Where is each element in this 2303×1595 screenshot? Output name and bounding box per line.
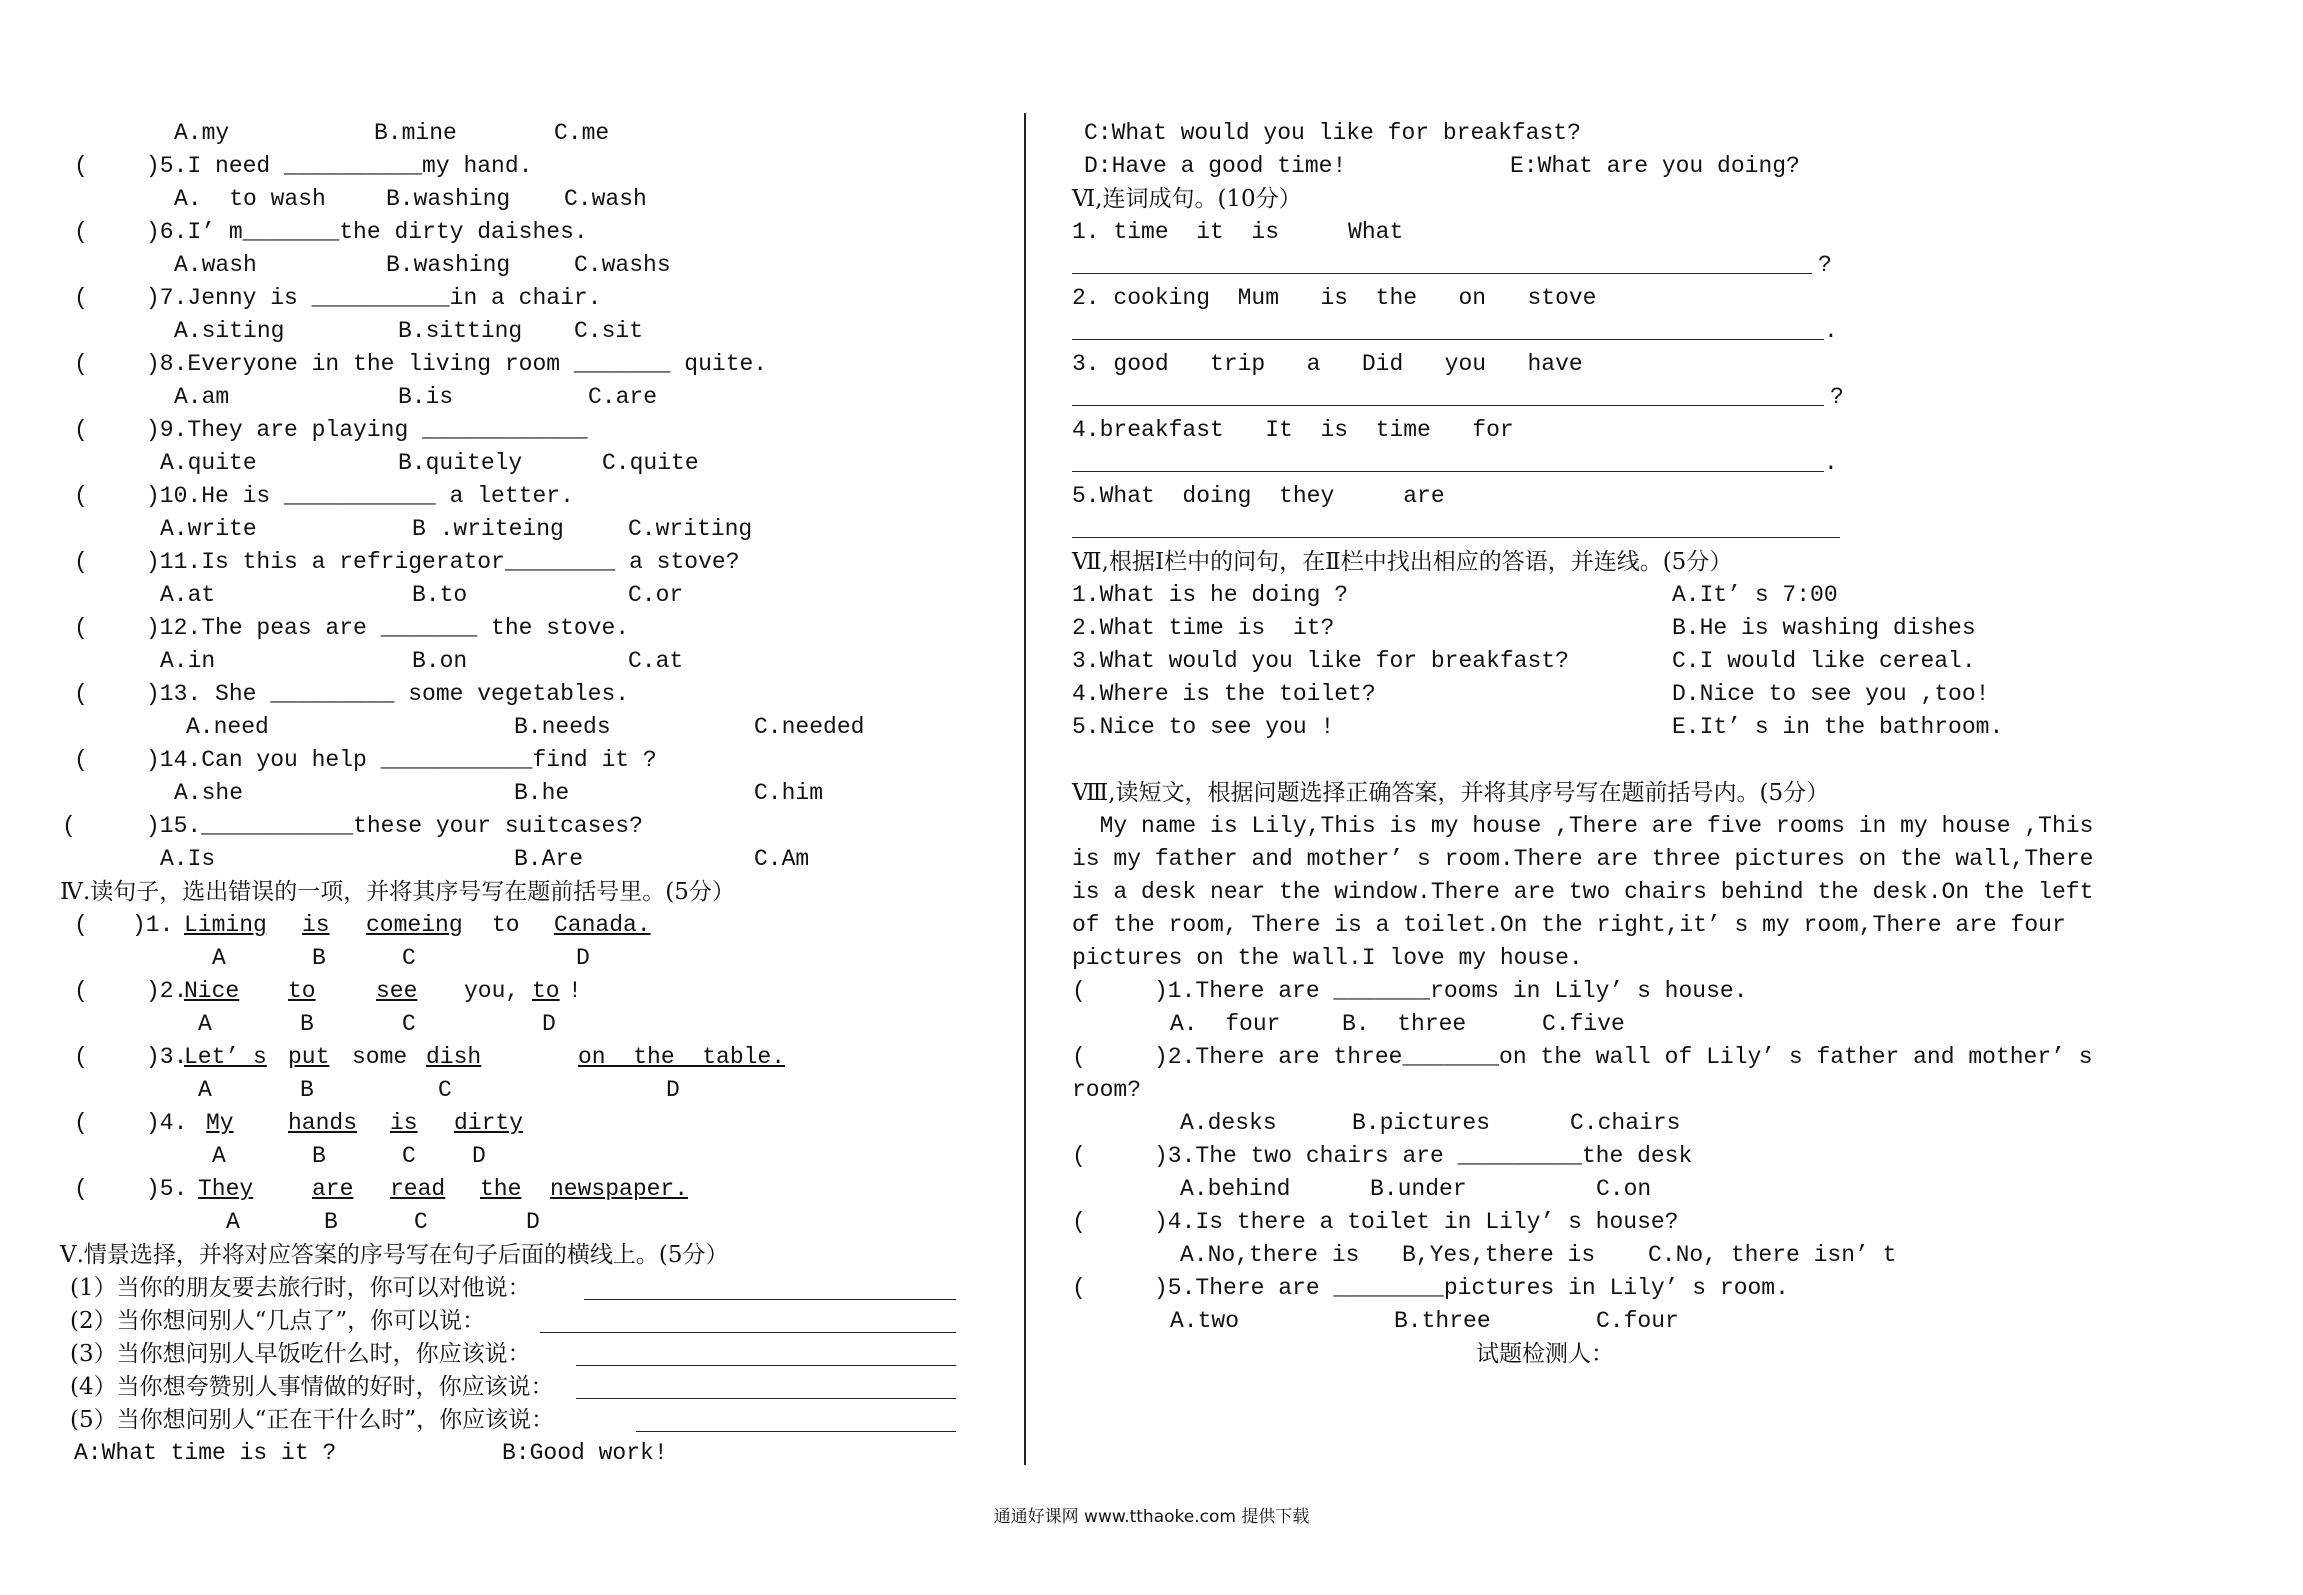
question-number: )4.: [146, 1110, 188, 1136]
question-stem: )9.They are playing ____________: [146, 417, 588, 443]
option-b: B .writeing: [412, 516, 564, 542]
underlined-word: is: [390, 1110, 418, 1136]
letter-label: A: [198, 1077, 212, 1103]
match-answer: A.It’ s 7:00: [1672, 582, 1838, 608]
underlined-word: the: [480, 1176, 522, 1202]
question-stem: )1.There are _______rooms in Lily’ s house.: [1154, 978, 1748, 1004]
letter-label: C: [402, 1143, 416, 1169]
answer-paren: (: [62, 813, 76, 839]
underlined-word: They: [198, 1176, 254, 1202]
answer-paren: (: [1072, 1275, 1086, 1301]
passage-line: My name is Lily,This is my house ,There are five rooms in my house ,This: [1072, 813, 2094, 839]
option-b: B.under: [1370, 1176, 1467, 1202]
option-d: D:Have a good time!: [1084, 153, 1347, 179]
underlined-word: dish: [426, 1044, 482, 1070]
option-a: A.Is: [160, 846, 216, 872]
letter-label: B: [300, 1077, 314, 1103]
underlined-word: hands: [288, 1110, 358, 1136]
option-c: C.or: [628, 582, 684, 608]
underlined-word: My: [206, 1110, 234, 1136]
underlined-word: dirty: [454, 1110, 524, 1136]
option-c: C.him: [754, 780, 824, 806]
question-number: )5.: [146, 1176, 188, 1202]
answer-blank[interactable]: [576, 1398, 956, 1399]
match-question: 3.What would you like for breakfast?: [1072, 648, 1569, 674]
section-title: Ⅵ,连词成句。(10分）: [1072, 186, 1302, 212]
option-c: C.are: [588, 384, 658, 410]
letter-label: A: [212, 945, 226, 971]
underlined-word: see: [376, 978, 418, 1004]
option-a: A. four: [1170, 1011, 1281, 1037]
match-question: 4.Where is the toilet?: [1072, 681, 1376, 707]
answer-line[interactable]: [1072, 405, 1824, 406]
answer-paren: (: [74, 1110, 88, 1136]
match-question: 5.Nice to see you !: [1072, 714, 1335, 740]
option-a: A.am: [174, 384, 230, 410]
answer-blank[interactable]: [584, 1299, 956, 1300]
underlined-word: comeing: [366, 912, 463, 938]
answer-paren: (: [1072, 1143, 1086, 1169]
match-answer: E.It’ s in the bathroom.: [1672, 714, 2004, 740]
scenario-prompt: (5）当你想问别人“正在干什么时”，你应该说：: [70, 1407, 555, 1433]
question-stem: )6.I’ m_______the dirty daishes.: [146, 219, 588, 245]
option-b: B.pictures: [1352, 1110, 1491, 1136]
option-a: A.at: [160, 582, 216, 608]
question-stem: )15.___________these your suitcases?: [146, 813, 643, 839]
option-c: C.on: [1596, 1176, 1652, 1202]
underlined-word: on the table.: [578, 1044, 786, 1070]
question-number: )3.: [146, 1044, 188, 1070]
option-a: A.siting: [174, 318, 285, 344]
letter-label: C: [402, 1011, 416, 1037]
footer-credit: 通通好课网 www.tthaoke.com 提供下载: [993, 1507, 1310, 1527]
scrambled-words: 5.What doing they are: [1072, 483, 1445, 509]
scenario-prompt: (4）当你想夸赞别人事情做的好时，你应该说：: [70, 1374, 554, 1400]
passage-line: of the room, There is a toilet.On the right,it’ s my room,There are four: [1072, 912, 2066, 938]
option-b: B.is: [398, 384, 454, 410]
option-c: C.five: [1542, 1011, 1625, 1037]
option-a: A.write: [160, 516, 257, 542]
end-punct: .: [1824, 450, 1838, 476]
underlined-word: is: [302, 912, 330, 938]
letter-label: B: [312, 945, 326, 971]
checker-label: 试题检测人：: [1476, 1341, 1614, 1367]
column-divider: [1024, 113, 1026, 1465]
question-stem: )14.Can you help ___________find it ?: [146, 747, 657, 773]
option-c: C.wash: [564, 186, 647, 212]
answer-paren: (: [74, 351, 88, 377]
match-answer: C.I would like cereal.: [1672, 648, 1976, 674]
question-stem: )4.Is there a toilet in Lily’ s house?: [1154, 1209, 1679, 1235]
option-a: A.need: [186, 714, 269, 740]
option-c: C.washs: [574, 252, 671, 278]
scrambled-words: 3. good trip a Did you have: [1072, 351, 1583, 377]
question-stem: )7.Jenny is __________in a chair.: [146, 285, 602, 311]
section-title: Ⅷ,读短文，根据问题选择正确答案，并将其序号写在题前括号内。(5分）: [1072, 780, 1830, 806]
underlined-word: to: [288, 978, 316, 1004]
question-stem: )8.Everyone in the living room _______ quite.: [146, 351, 768, 377]
question-stem: )13. She _________ some vegetables.: [146, 681, 630, 707]
option-b: B.he: [514, 780, 570, 806]
answer-paren: (: [1072, 978, 1086, 1004]
answer-blank[interactable]: [636, 1431, 956, 1432]
letter-label: D: [576, 945, 590, 971]
option-a: A.two: [1170, 1308, 1240, 1334]
underlined-word: put: [288, 1044, 330, 1070]
answer-paren: (: [74, 483, 88, 509]
match-answer: B.He is washing dishes: [1672, 615, 1976, 641]
option-a: A.desks: [1180, 1110, 1277, 1136]
option-e: E:What are you doing?: [1510, 153, 1800, 179]
letter-label: D: [526, 1209, 540, 1235]
word: some: [352, 1044, 408, 1070]
option-c: C.at: [628, 648, 684, 674]
option-b: B.mine: [374, 120, 457, 146]
answer-line[interactable]: [1072, 471, 1824, 472]
underlined-word: Let’ s: [184, 1044, 267, 1070]
option-b: B.needs: [514, 714, 611, 740]
question-stem: )3.The two chairs are _________the desk: [1154, 1143, 1693, 1169]
answer-blank[interactable]: [576, 1365, 956, 1366]
answer-paren: (: [1072, 1209, 1086, 1235]
option-a: A. to wash: [174, 186, 326, 212]
letter-label: D: [472, 1143, 486, 1169]
scrambled-words: 1. time it is What: [1072, 219, 1404, 245]
letter-label: A: [198, 1011, 212, 1037]
letter-label: B: [324, 1209, 338, 1235]
question-stem-cont: room?: [1072, 1077, 1142, 1103]
question-stem: )12.The peas are _______ the stove.: [146, 615, 630, 641]
scrambled-words: 2. cooking Mum is the on stove: [1072, 285, 1597, 311]
answer-paren: (: [74, 285, 88, 311]
answer-blank[interactable]: [540, 1332, 956, 1333]
underlined-word: newspaper.: [550, 1176, 689, 1202]
option-b: B.Are: [514, 846, 584, 872]
letter-label: B: [312, 1143, 326, 1169]
answer-paren: (: [74, 1176, 88, 1202]
underlined-word: Liming: [184, 912, 267, 938]
answer-paren: (: [1072, 1044, 1086, 1070]
scenario-prompt: (3）当你想问别人早饭吃什么时，你应该说：: [70, 1341, 531, 1367]
question-stem: )5.I need __________my hand.: [146, 153, 533, 179]
answer-paren: (: [74, 681, 88, 707]
option-c: C.needed: [754, 714, 865, 740]
question-number: )2.: [146, 978, 188, 1004]
option-a: A.my: [174, 120, 230, 146]
question-stem: )10.He is ___________ a letter.: [146, 483, 574, 509]
end-punct: .: [1824, 318, 1838, 344]
answer-paren: (: [74, 549, 88, 575]
answer-paren: (: [74, 747, 88, 773]
underlined-word: Canada.: [554, 912, 651, 938]
underlined-word: to: [532, 978, 560, 1004]
section-title: Ⅴ.情景选择，并将对应答案的序号写在句子后面的横线上。(5分）: [60, 1242, 729, 1268]
word: you,: [464, 978, 520, 1004]
option-b: B.sitting: [398, 318, 523, 344]
scrambled-words: 4.breakfast It is time for: [1072, 417, 1514, 443]
answer-line[interactable]: [1072, 339, 1824, 340]
section-title: Ⅳ.读句子，选出错误的一项，并将其序号写在题前括号里。(5分）: [60, 879, 735, 905]
option-b: B. three: [1342, 1011, 1467, 1037]
option-a: A.behind: [1180, 1176, 1291, 1202]
letter-label: D: [666, 1077, 680, 1103]
answer-paren: (: [74, 1044, 88, 1070]
answer-paren: (: [74, 615, 88, 641]
underlined-word: read: [390, 1176, 446, 1202]
option-b: B.on: [412, 648, 468, 674]
passage-line: is my father and mother’ s room.There are three pictures on the wall,There: [1072, 846, 2094, 872]
option-a: A.wash: [174, 252, 257, 278]
option-b: B.washing: [386, 186, 511, 212]
letter-label: C: [438, 1077, 452, 1103]
option-c: C.sit: [574, 318, 644, 344]
letter-label: C: [402, 945, 416, 971]
question-stem: )11.Is this a refrigerator________ a stove?: [146, 549, 740, 575]
passage-line: pictures on the wall.I love my house.: [1072, 945, 1583, 971]
question-number: )1.: [132, 912, 174, 938]
word: !: [568, 978, 582, 1004]
option-b: B.quitely: [398, 450, 523, 476]
option-a: A.in: [160, 648, 216, 674]
option-b: B.to: [412, 582, 468, 608]
answer-paren: (: [74, 219, 88, 245]
option-c: C.me: [554, 120, 610, 146]
option-c: C.chairs: [1570, 1110, 1681, 1136]
match-question: 1.What is he doing ?: [1072, 582, 1349, 608]
letter-label: A: [212, 1143, 226, 1169]
option-c: C.quite: [602, 450, 699, 476]
match-question: 2.What time is it?: [1072, 615, 1335, 641]
option-c: C:What would you like for breakfast?: [1084, 120, 1581, 146]
end-punct: ?: [1830, 384, 1844, 410]
option-a: A.quite: [160, 450, 257, 476]
answer-paren: (: [74, 153, 88, 179]
option-c: C.four: [1596, 1308, 1679, 1334]
answer-line[interactable]: [1072, 273, 1812, 274]
match-answer: D.Nice to see you ,too!: [1672, 681, 1990, 707]
option-c: C.No, there isn’ t: [1648, 1242, 1897, 1268]
letter-label: A: [226, 1209, 240, 1235]
scenario-prompt: (2）当你想问别人“几点了”，你可以说：: [70, 1308, 486, 1334]
answer-line[interactable]: [1072, 537, 1840, 538]
letter-label: B: [300, 1011, 314, 1037]
answer-paren: (: [74, 978, 88, 1004]
option-c: C.Am: [754, 846, 810, 872]
option-b: B:Good work!: [502, 1440, 668, 1466]
section-title: Ⅶ,根据Ⅰ栏中的问句，在Ⅱ栏中找出相应的答语，并连线。(5分）: [1072, 549, 1733, 575]
option-a: A.No,there is: [1180, 1242, 1360, 1268]
letter-label: D: [542, 1011, 556, 1037]
question-stem: )5.There are ________pictures in Lily’ s room.: [1154, 1275, 1789, 1301]
answer-paren: (: [74, 417, 88, 443]
option-c: C.writing: [628, 516, 753, 542]
underlined-word: are: [312, 1176, 354, 1202]
option-a: A:What time is it ?: [74, 1440, 337, 1466]
answer-paren: (: [74, 912, 88, 938]
word: to: [492, 912, 520, 938]
option-b: B.washing: [386, 252, 511, 278]
question-stem: )2.There are three_______on the wall of Lily’ s father and mother’ s: [1154, 1044, 2093, 1070]
letter-label: C: [414, 1209, 428, 1235]
option-b: B.three: [1394, 1308, 1491, 1334]
passage-line: is a desk near the window.There are two chairs behind the desk.On the left: [1072, 879, 2094, 905]
option-b: B,Yes,there is: [1402, 1242, 1596, 1268]
scenario-prompt: (1）当你的朋友要去旅行时，你可以对他说：: [70, 1275, 531, 1301]
option-a: A.she: [174, 780, 244, 806]
underlined-word: Nice: [184, 978, 240, 1004]
end-punct: ?: [1818, 252, 1832, 278]
